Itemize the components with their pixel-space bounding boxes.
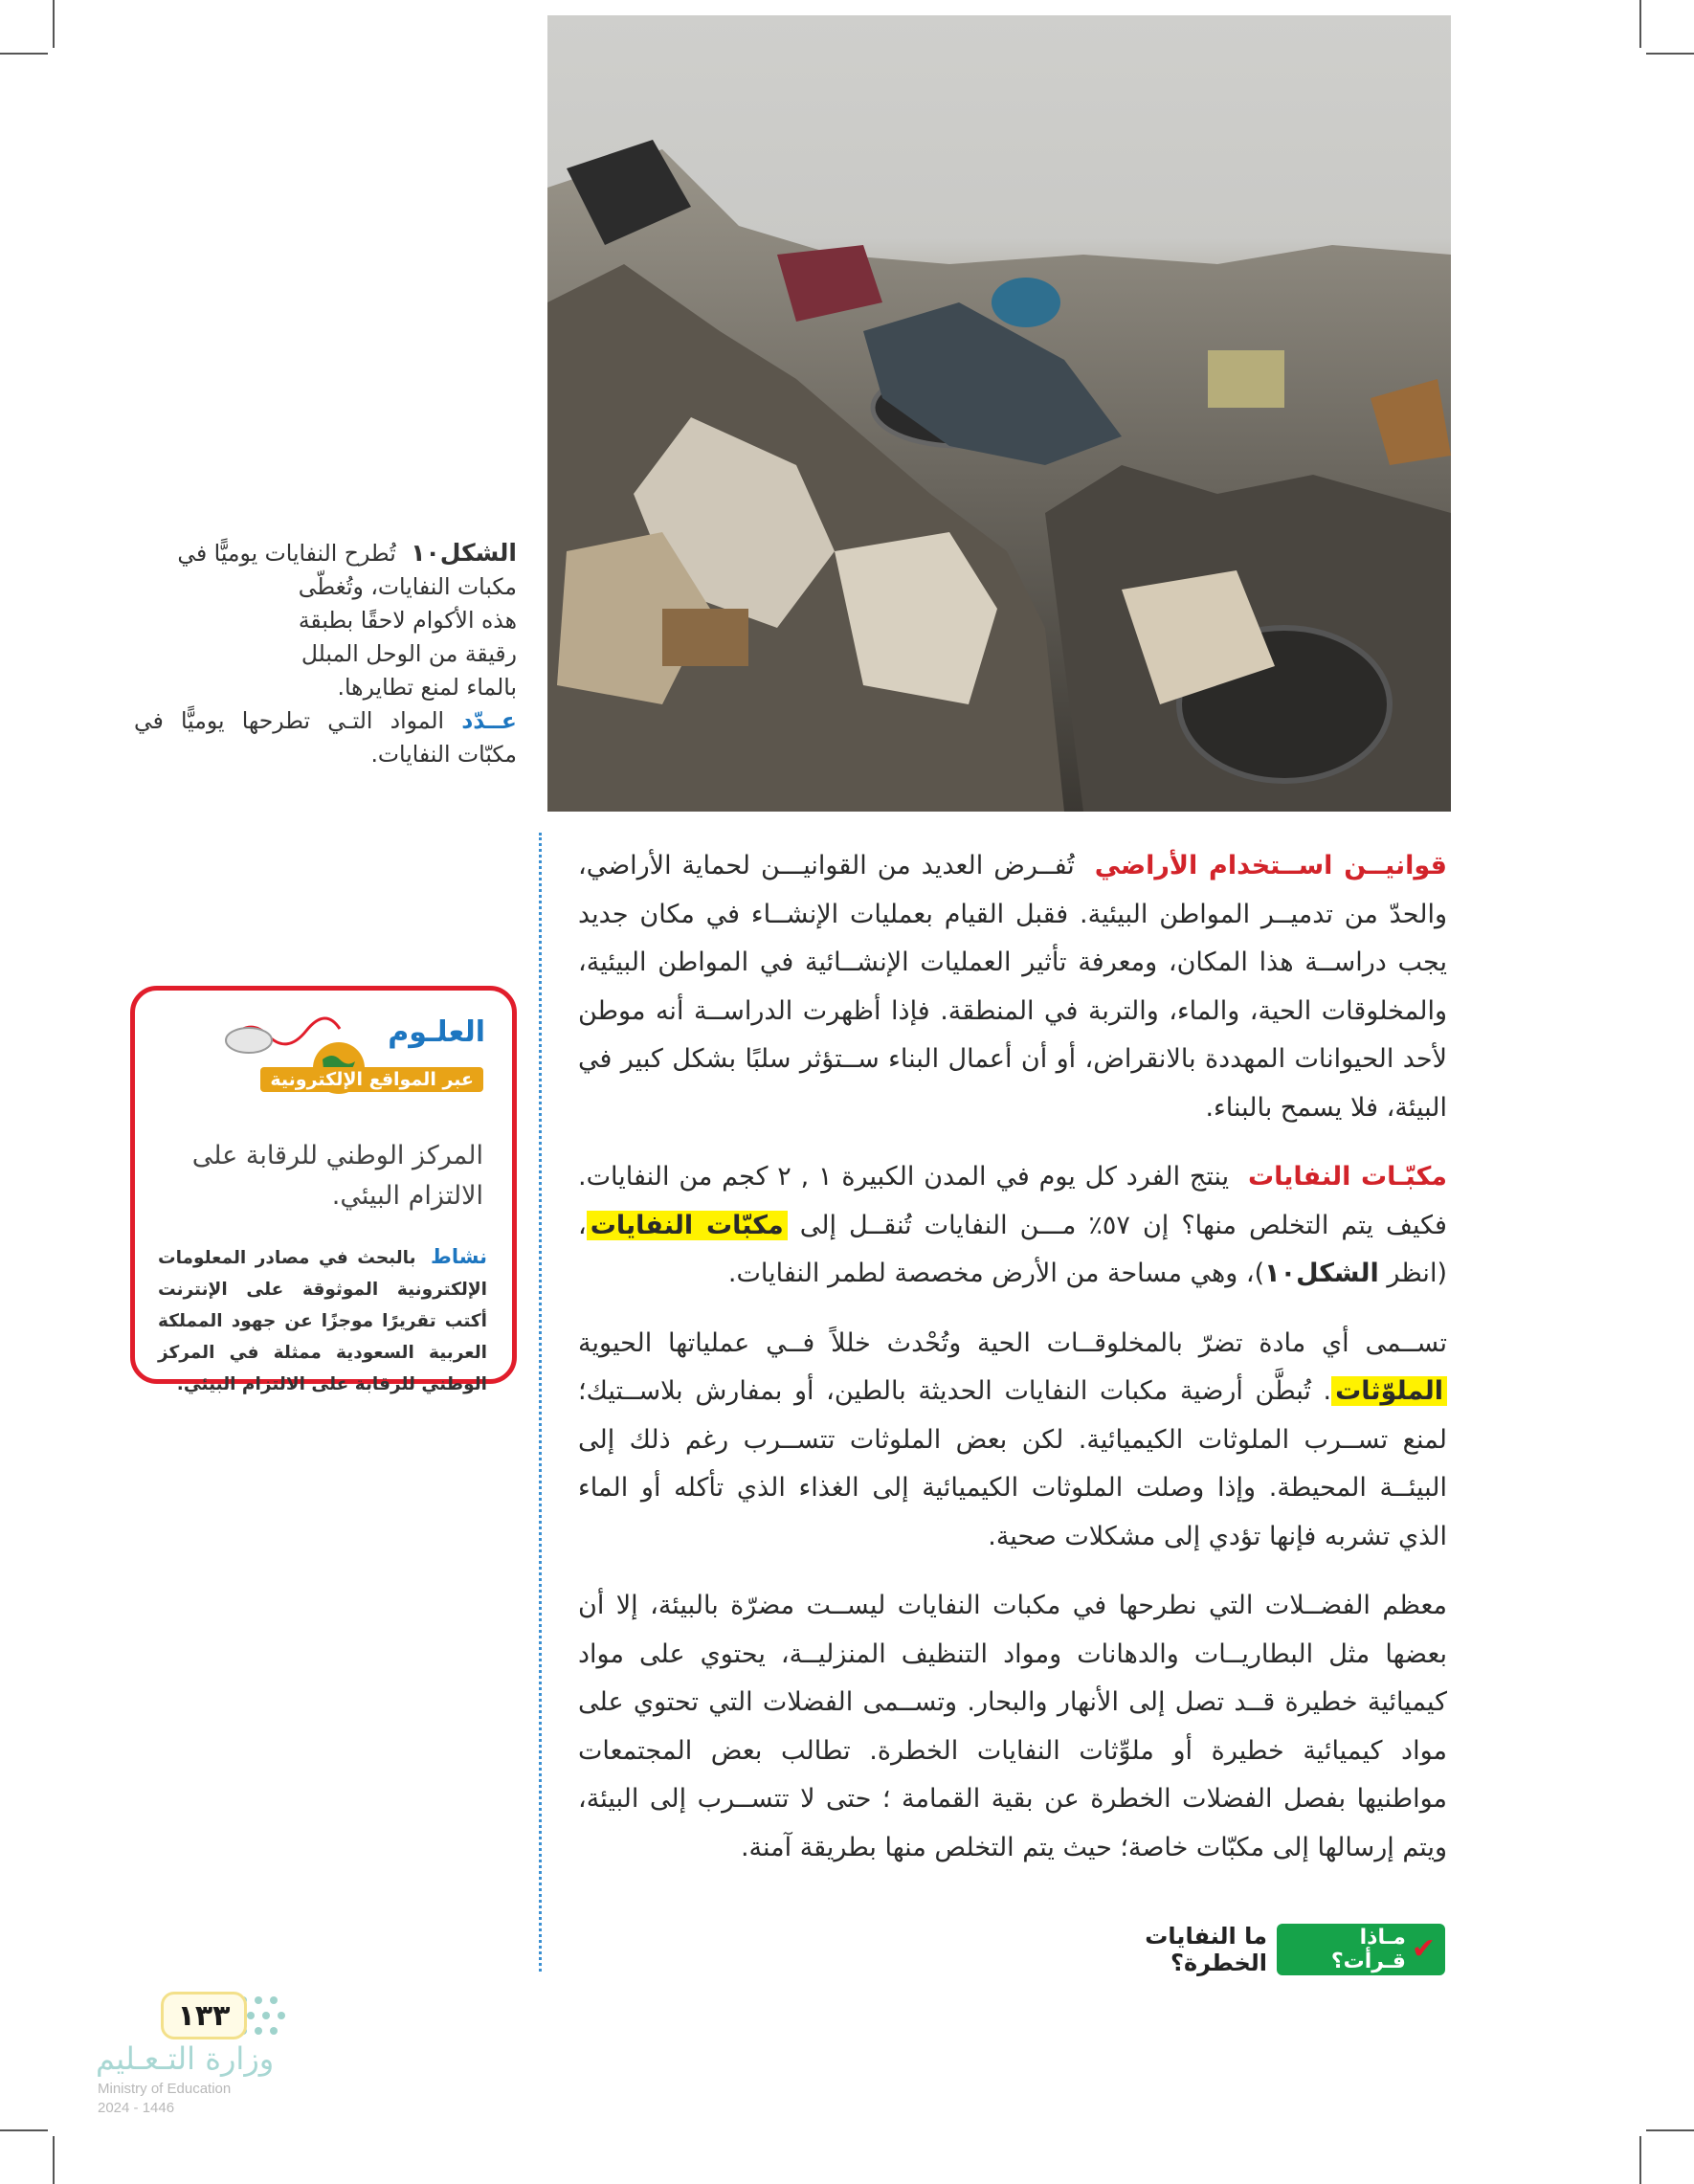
paragraph-text: ، (انظر [578, 1210, 1447, 1288]
activity-label: نشاط [431, 1245, 487, 1268]
crop-mark [0, 2129, 48, 2131]
paragraph-hazardous-waste [578, 1582, 1447, 1872]
web-box-activity [158, 1241, 487, 1400]
web-box-subtitle: عبر المواقع الإلكترونية [260, 1067, 483, 1092]
paragraph-pollutants [578, 1320, 1447, 1562]
column-divider [539, 833, 542, 1972]
caption-line: مكبات النفايات، وتُغطّى [298, 573, 517, 600]
highlight-term: الملوّثات [1331, 1376, 1447, 1406]
main-text [578, 842, 1447, 1893]
paragraph-text: تُفــرض العديد من القوانيـــن لحماية الأراضي، والحدّ من تدميــر المواطن البيئية. فقبل القيام بعمليات الإنشــاء في مكان جديد يجب دراســة هذا المكان، ومعرفة تأثير العمليات الإنشــائية في المواطن البيئية، والمخلوقات الحية، والماء، والتربة في المنطقة. فإذا أظهرت الدراســة أنه موطن لأحد الحيوانات المهددة بالانقراض، أو أن أعمال البناء ســتؤثر سلبًا بشكل كبير في البيئة، فلا يسمح بالبناء. [578, 851, 1447, 1123]
caption-line: رقيقة من الوحل المبلل [301, 640, 517, 667]
edition-year: 2024 - 1446 [98, 2100, 175, 2116]
ministry-logo [61, 1991, 320, 2115]
crop-mark [53, 0, 55, 48]
crop-mark [1646, 53, 1694, 55]
page-number: ١٣٣ [161, 1992, 247, 2039]
question-verb: عــدّد [461, 707, 517, 734]
paragraph-text: ينتج الفرد كل يوم في المدن الكبيرة ١ , ٢ كجم من النفايات. فكيف يتم التخلص منها؟ إن ٥٧٪ مـــن النفايات تُنقــل إلى [578, 1162, 1447, 1240]
web-box-title: العلـوم [388, 1015, 485, 1049]
ministry-name-arabic: وزارة التـعـليم [96, 2040, 275, 2077]
figure-question [134, 704, 517, 771]
caption-line: تُطرح النفايات يوميًّا في [177, 540, 396, 567]
landfill-illustration [547, 15, 1451, 812]
paragraph-landfills [578, 1153, 1447, 1299]
reading-check-badge [1277, 1924, 1445, 1975]
crop-mark [1639, 2136, 1641, 2184]
activity-text: بالبحث في مصادر المعلومات الإلكترونية الموثوقة على الإنترنت أكتب تقريرًا موجزًا عن جهود المملكة العربية السعودية ممثلة في المركز الوطني للرقابة على الالتزام البيئي. [158, 1248, 487, 1394]
figure-label: الشكل١٠ [411, 539, 517, 567]
checkmark-icon: ✔ [1411, 1932, 1436, 1966]
paragraph-text: معظم الفضــلات التي نطرحها في مكبات النفايات ليســت مضرّة بالبيئة، إلا أن بعضها مثل البطاريــات والدهانات ومواد التنظيف المنزليــة، يحتوي على مواد كيميائية خطيرة قــد تصل إلى الأنهار والبحار. وتســمى الفضلات التي تحتوي على مواد كيميائية خطيرة أو ملوِّثات النفايات الخطرة. تطالب بعض المجتمعات مواطنيها بفصل الفضلات الخطرة عن بقية القمامة ؛ حتى لا تتســرب إلى البيئة، ويتم إرسالها إلى مكبّات خاصة؛ حيث يتم التخلص منها بطريقة آمنة. [578, 1591, 1447, 1862]
crop-mark [1646, 2129, 1694, 2131]
paragraph-text: )، وهي مساحة من الأرض مخصصة لطمر النفايات. [727, 1259, 1265, 1288]
web-resources-box [130, 986, 517, 1394]
question-text: المواد التـي تطرحها يوميًّا في مكبّات النفايات. [134, 707, 517, 768]
reading-check-label: مـاذا قـرأت؟ [1330, 1926, 1406, 1973]
crop-mark [1639, 0, 1641, 48]
figure-caption [134, 536, 517, 771]
reading-check-question: ما النفايات الخطرة؟ [1145, 1923, 1267, 1976]
ministry-name-english: Ministry of Education [98, 2081, 232, 2097]
landfill-photo [547, 15, 1451, 812]
paragraph-land-use-laws [578, 842, 1447, 1132]
caption-line: بالماء لمنع تطايرها. [337, 674, 517, 701]
paragraph-text: تســمى أي مادة تضرّ بالمخلوقــات الحية وتُحْدث خللاً فــي عملياتها الحيوية [578, 1327, 1447, 1358]
figure-reference: الشكل١٠ [1264, 1259, 1379, 1288]
highlight-term: مكبّات النفايات [587, 1211, 788, 1240]
section-heading-land-use: قوانيــن اســتخدام الأراضي [1094, 851, 1447, 880]
section-heading-landfills: مكبّـات النفايات [1248, 1162, 1447, 1192]
crop-mark [53, 2136, 55, 2184]
reading-check [1053, 1923, 1445, 1976]
caption-line: هذه الأكوام لاحقًا بطبقة [298, 607, 517, 634]
crop-mark [0, 53, 48, 55]
web-box-heading: المركز الوطني للرقابة على الالتزام البيئي. [191, 1141, 483, 1211]
paragraph-text: . تُبطَّن أرضية مكبات النفايات الحديثة بالطين، أو بمفارش بلاســتيك؛ لمنع تســرب الملوثات الكيميائية. لكن بعض الملوثات تتســرب رغم ذلك إلى البيئــة المحيطة. وإذا وصلت الملوثات الكيميائية إلى الغذاء الذي تأكله أو الماء الذي تشربه فإنها تؤدي إلى مشكلات صحية. [578, 1376, 1447, 1551]
